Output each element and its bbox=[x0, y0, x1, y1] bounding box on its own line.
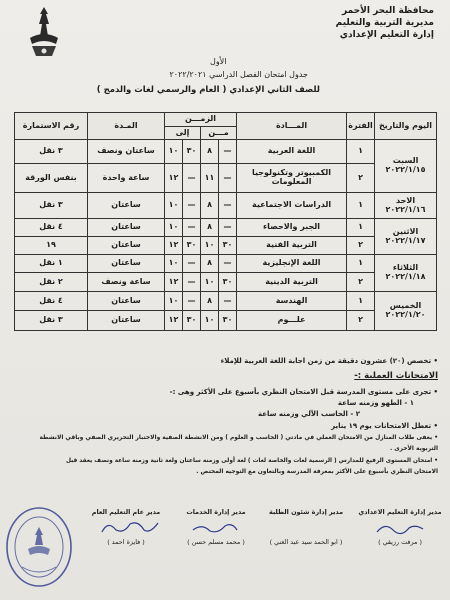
practical-note-computer: ٢ - الحاسب الآلي وزمنه ساعة bbox=[257, 410, 360, 418]
from-minute-cell: ٣٠ bbox=[219, 311, 237, 331]
table-row bbox=[15, 273, 437, 292]
table-row bbox=[15, 193, 437, 219]
exam-schedule-table bbox=[14, 112, 437, 331]
subject-cell: التربية الفنية bbox=[237, 237, 347, 255]
subject-cell: اللغة الإنجليزية bbox=[237, 255, 347, 273]
form-number-cell: ٣ نقل bbox=[15, 193, 88, 219]
period-cell: ١ bbox=[347, 292, 375, 311]
practical-exams-title: الامتحانات العملية :- bbox=[354, 371, 438, 381]
signature-name: ( محمد مسلم حسن ) bbox=[187, 538, 245, 546]
header-subject: المـــادة bbox=[237, 113, 347, 140]
to-hour-cell: ١٢ bbox=[165, 273, 183, 292]
from-minute-cell: — bbox=[219, 255, 237, 273]
form-number-cell: ٤ نقل bbox=[15, 219, 88, 237]
to-hour-cell: ١٢ bbox=[165, 237, 183, 255]
subject-cell: الكمبيوتر وتكنولوجيا المعلومات bbox=[237, 164, 347, 193]
period-cell: ٢ bbox=[347, 273, 375, 292]
day-label: الثلاثاء bbox=[392, 263, 419, 273]
from-minute-cell: — bbox=[219, 140, 237, 164]
date-label: ٢٠٢٢/١/١٨ bbox=[385, 272, 426, 281]
header-duration: المـدة bbox=[88, 113, 165, 140]
dictation-note: • تخصص (٢٠) عشرون دقيقة من زمن اجابة اللغة العربية للإملاء bbox=[220, 357, 438, 365]
to-minute-cell: ٣٠ bbox=[183, 237, 201, 255]
handwritten-signature-icon bbox=[190, 520, 240, 536]
subject-cell: الدراسات الاجتماعية bbox=[237, 193, 347, 219]
table-row bbox=[15, 140, 437, 164]
signature-name: ( فايزة احمد ) bbox=[107, 538, 145, 546]
signature-title: مدير عام التعليم العام bbox=[91, 508, 161, 516]
duration-cell: ساعتان bbox=[88, 193, 165, 219]
grade-subtitle: للصف الثاني الإعدادي ( العام والرسمي لغات والدمج ) bbox=[96, 85, 320, 95]
table-row bbox=[15, 164, 437, 193]
form-number-cell: ١٩ bbox=[15, 237, 88, 255]
day-date-cell bbox=[375, 140, 437, 193]
duration-cell: ساعتان bbox=[88, 292, 165, 311]
practical-note-1: • تجرى على مستوى المدرسة قبل الامتحان النظري بأسبوع على الأكثر وهى :- bbox=[169, 388, 438, 396]
from-hour-cell: ١١ bbox=[201, 164, 219, 193]
subject-cell: علـــوم bbox=[237, 311, 347, 331]
to-minute-cell: — bbox=[183, 164, 201, 193]
from-hour-cell: ٨ bbox=[201, 219, 219, 237]
day-label: السبت bbox=[392, 156, 419, 166]
day-date-cell bbox=[375, 255, 437, 292]
duration-cell: ساعتان bbox=[88, 255, 165, 273]
from-minute-cell: — bbox=[219, 292, 237, 311]
signature-title: مدير إدارة الخدمات bbox=[186, 508, 246, 516]
form-number-cell: بنفس الورقة bbox=[15, 164, 88, 193]
home-students-note: • يعفى طلاب المنازل من الامتحان العملي في مادتي ( الحاسب و العلوم ) ومن الانشطة الصفية والاختبار التحريري الصفي وباقي الانشطة bbox=[39, 435, 438, 441]
subject-cell: الجبر والاحصاء bbox=[237, 219, 347, 237]
from-hour-cell: ١٠ bbox=[201, 273, 219, 292]
form-number-cell: ٣ نقل bbox=[15, 140, 88, 164]
to-minute-cell: — bbox=[183, 219, 201, 237]
to-hour-cell: ١٠ bbox=[165, 219, 183, 237]
header-to: إلى bbox=[165, 127, 201, 140]
from-hour-cell: ٨ bbox=[201, 193, 219, 219]
to-hour-cell: ١٠ bbox=[165, 140, 183, 164]
day-date-cell bbox=[375, 219, 437, 255]
signature-name: ( مرفت رزيقي ) bbox=[378, 538, 422, 546]
from-hour-cell: ٨ bbox=[201, 140, 219, 164]
duration-cell: ساعتان bbox=[88, 311, 165, 331]
period-cell: ٢ bbox=[347, 311, 375, 331]
term-label: الأول bbox=[210, 57, 227, 66]
to-hour-cell: ١٠ bbox=[165, 255, 183, 273]
header-form-number: رقم الاستمارة bbox=[15, 113, 88, 140]
period-cell: ١ bbox=[347, 193, 375, 219]
table-row bbox=[15, 292, 437, 311]
header-period: الفترة bbox=[347, 113, 375, 140]
to-hour-cell: ١٢ bbox=[165, 311, 183, 331]
table-row bbox=[15, 219, 437, 237]
table-row bbox=[15, 237, 437, 255]
form-number-cell: ٣ نقل bbox=[15, 311, 88, 331]
to-minute-cell: ٣٠ bbox=[183, 140, 201, 164]
day-date-cell bbox=[375, 292, 437, 331]
to-minute-cell: — bbox=[183, 255, 201, 273]
date-label: ٢٠٢٢/١/١٦ bbox=[385, 204, 426, 214]
from-minute-cell: — bbox=[219, 164, 237, 193]
home-students-note-cont: التربوية الأخرى . bbox=[389, 446, 438, 452]
header-time: الزمـــن bbox=[165, 113, 237, 127]
day-label: الاحد bbox=[395, 195, 416, 205]
duration-cell: ساعتان bbox=[88, 237, 165, 255]
to-hour-cell: ١٠ bbox=[165, 193, 183, 219]
form-number-cell: ٢ نقل bbox=[15, 273, 88, 292]
table-row bbox=[15, 255, 437, 273]
official-stamp-icon bbox=[4, 505, 74, 589]
subject-cell: اللغة العربية bbox=[237, 140, 347, 164]
exam-title: جدول امتحان الفصل الدراسي ٢٠٢٢/٢٠٢١ bbox=[169, 70, 308, 79]
date-label: ٢٠٢٢/١/١٧ bbox=[385, 235, 426, 245]
practical-note-cooking: ١ - الطهو وزمنه ساعة bbox=[337, 399, 414, 407]
from-minute-cell: ٣٠ bbox=[219, 237, 237, 255]
day-date-cell bbox=[375, 193, 437, 219]
day-label: الخميس bbox=[389, 301, 422, 311]
handwritten-signature-icon bbox=[100, 518, 160, 536]
date-label: ٢٠٢٢/١/١٥ bbox=[385, 165, 426, 174]
to-minute-cell: ٣٠ bbox=[183, 311, 201, 331]
from-minute-cell: ٣٠ bbox=[219, 273, 237, 292]
governorate-name: محافظة البحر الأحمر bbox=[342, 6, 434, 16]
from-minute-cell: — bbox=[219, 193, 237, 219]
period-cell: ٢ bbox=[347, 237, 375, 255]
period-cell: ١ bbox=[347, 219, 375, 237]
date-label: ٢٠٢٢/١/٢٠ bbox=[385, 310, 426, 319]
duration-cell: ساعة واحدة bbox=[88, 164, 165, 193]
duration-cell: ساعة ونصف bbox=[88, 273, 165, 292]
to-minute-cell: — bbox=[183, 273, 201, 292]
from-hour-cell: ٨ bbox=[201, 255, 219, 273]
duration-cell: ساعتان bbox=[88, 219, 165, 237]
signature-block bbox=[262, 508, 350, 546]
day-label: الاثنين bbox=[392, 226, 419, 236]
period-cell: ٢ bbox=[347, 164, 375, 193]
signature-title: مدير إدارة التعليم الاعدادي bbox=[358, 508, 442, 516]
header-from: مـــن bbox=[201, 127, 237, 140]
signature-title: مدير إدارة شئون الطلبة bbox=[268, 508, 344, 516]
subject-cell: التربية الدينية bbox=[237, 273, 347, 292]
header-day-date: اليوم والتاريخ bbox=[375, 113, 437, 140]
high-level-exam-note: • امتحان المستوى الرفيع للمدارس ( الرسمية لغات والخاصة لغات ) لغة أولى وزمنه ساعتان ولغة ثانية وزمنه ساعة ونصف يعقد قبل bbox=[65, 458, 438, 464]
from-hour-cell: ١٠ bbox=[201, 237, 219, 255]
form-number-cell: ٤ نقل bbox=[15, 292, 88, 311]
handwritten-signature-icon bbox=[375, 520, 425, 536]
to-minute-cell: — bbox=[183, 292, 201, 311]
to-hour-cell: ١٢ bbox=[165, 164, 183, 193]
table-row bbox=[15, 311, 437, 331]
subject-cell: الهندسة bbox=[237, 292, 347, 311]
holiday-note: • تعطل الامتحانات يوم ١٩ يناير bbox=[331, 422, 438, 430]
duration-cell: ساعتان ونصف bbox=[88, 140, 165, 164]
from-hour-cell: ٨ bbox=[201, 292, 219, 311]
ministry-logo-icon bbox=[22, 4, 66, 60]
to-hour-cell: ١٠ bbox=[165, 292, 183, 311]
high-level-exam-note-cont: الامتحان النظري بأسبوع على الأكثر بمعرفة المدرسة وبالتعاون مع التوجيه المختص . bbox=[196, 469, 438, 475]
directorate-name: مديرية التربية والتعليم bbox=[335, 18, 434, 28]
period-cell: ١ bbox=[347, 255, 375, 273]
period-cell: ١ bbox=[347, 140, 375, 164]
from-minute-cell: — bbox=[219, 219, 237, 237]
form-number-cell: ١ نقل bbox=[15, 255, 88, 273]
administration-name: إدارة التعليم الإعدادي bbox=[339, 30, 434, 40]
from-hour-cell: ١٠ bbox=[201, 311, 219, 331]
to-minute-cell: — bbox=[183, 193, 201, 219]
signature-name: ( ابو الحمد سيد عبد الغني ) bbox=[269, 538, 343, 546]
